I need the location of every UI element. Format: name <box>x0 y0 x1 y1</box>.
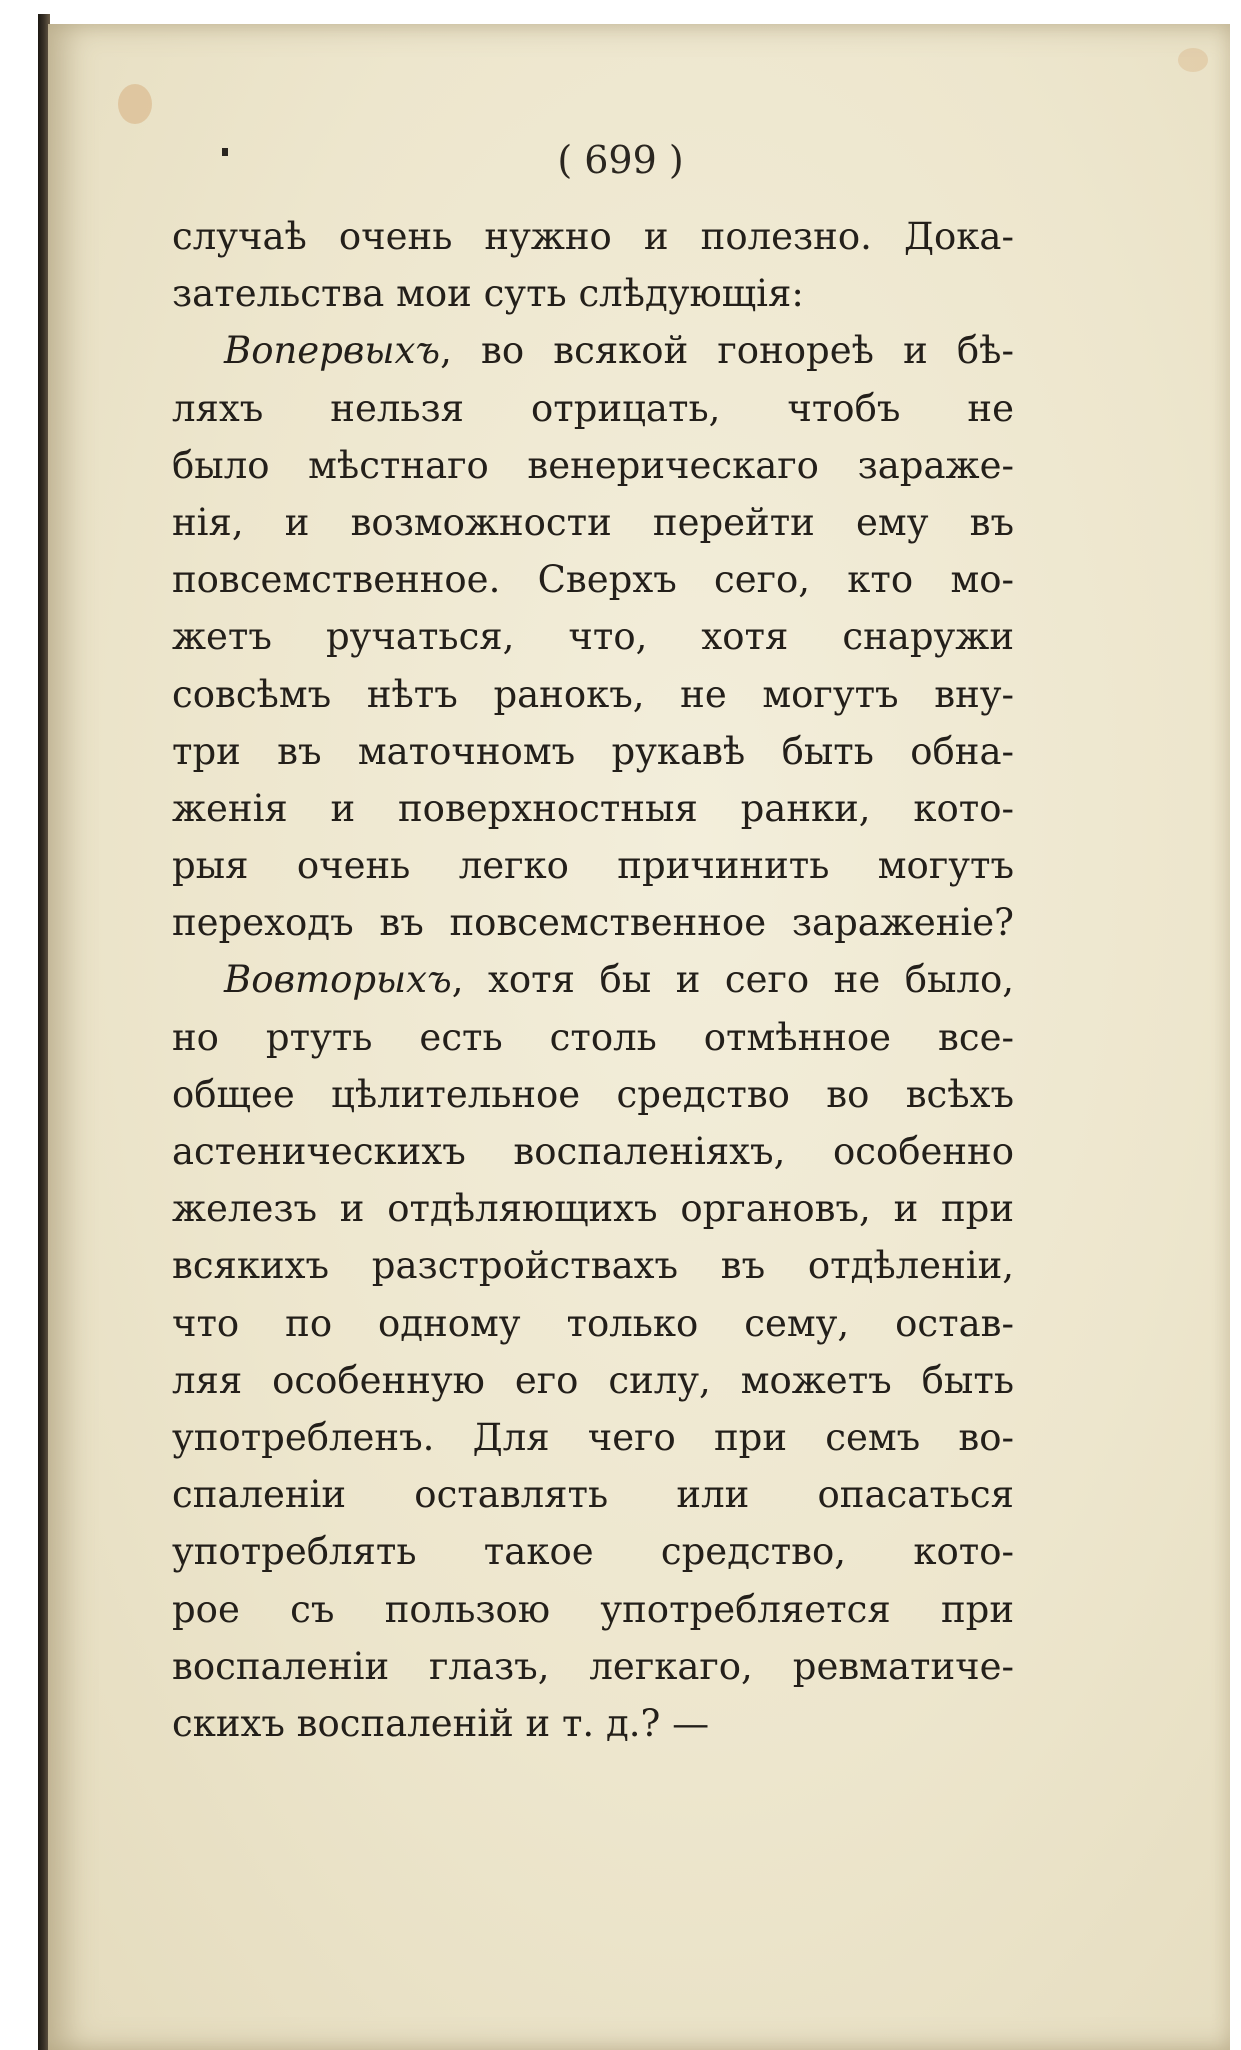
text-line: воспаленіи глазъ, легкаго, ревматиче- <box>172 1644 1014 1688</box>
text-line: рыя очень легко причинить могутъ <box>172 844 1014 888</box>
text-line: рое съ пользою употребляется при <box>172 1587 1014 1631</box>
text-line: железъ и отдѣляющихъ органовъ, и при <box>172 1187 1014 1231</box>
section-lead-word: Вовторыхъ <box>224 958 452 1002</box>
text-line: три въ маточномъ рукавѣ быть обна- <box>172 729 1014 773</box>
body-text <box>172 208 1014 1752</box>
text-line: случаѣ очень нужно и полезно. Дока- <box>172 215 1014 258</box>
text-line: переходъ въ повсемственное зараженіе? <box>172 901 1014 945</box>
text-line: повсемственное. Сверхъ сего, кто мо- <box>172 558 1014 602</box>
text-line: но ртуть есть столь отмѣнное все- <box>172 1015 1014 1059</box>
text-line: астеническихъ воспаленіяхъ, особенно <box>172 1130 1014 1173</box>
text-line: всякихъ разстройствахъ въ отдѣленіи, <box>172 1244 1014 1288</box>
text-line: жетъ ручаться, что, хотя снаружи <box>172 615 1014 659</box>
text-line: употребленъ. Для чего при семъ во- <box>172 1415 1014 1459</box>
text-line: совсѣмъ нѣтъ ранокъ, не могутъ вну- <box>172 672 1014 716</box>
section-lead-word: Вопервыхъ <box>224 329 441 373</box>
text-line: зательства мои суть слѣдующія: <box>172 272 804 316</box>
paper-stain <box>1178 48 1208 72</box>
text-line: общее цѣлительное средство во всѣхъ <box>172 1072 1014 1116</box>
text-line: спаленіи оставлять или опасаться <box>172 1473 1014 1517</box>
text-line: было мѣстнаго венерическаго зараже- <box>172 443 1014 487</box>
paper-stain <box>118 84 152 124</box>
text-line: что по одному только сему, остав- <box>172 1301 1014 1345</box>
text-line: ляя особенную его силу, можетъ быть <box>172 1358 1014 1402</box>
text-line: употреблять такое средство, кото- <box>172 1530 1014 1574</box>
text-line: женія и поверхностныя ранки, кото- <box>172 786 1014 830</box>
text-line-rest: , хотя бы и сего не было, <box>451 958 1014 1002</box>
text-line: скихъ воспаленій и т. д.? — <box>172 1701 710 1745</box>
page-number: ( 699 ) <box>557 138 684 182</box>
text-line: ляхъ нельзя отрицать, чтобъ не <box>172 386 1014 430</box>
text-line <box>172 322 1014 379</box>
text-line: нія, и возможности перейти ему въ <box>172 500 1014 544</box>
text-line <box>172 951 1014 1008</box>
text-line-rest: , во всякой гонореѣ и бѣ- <box>440 329 1014 373</box>
